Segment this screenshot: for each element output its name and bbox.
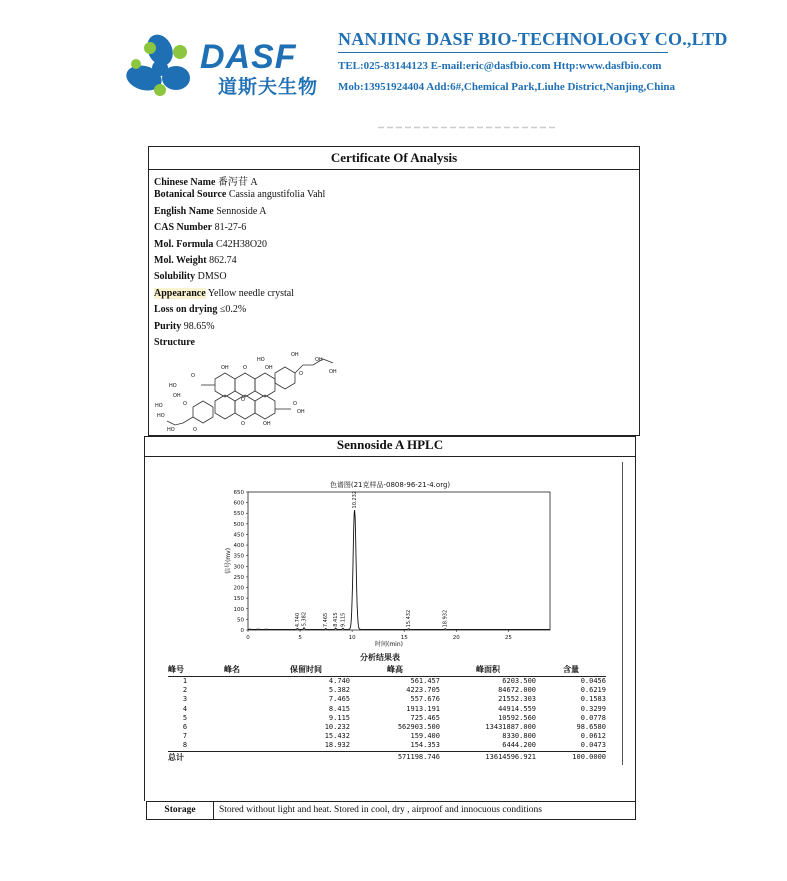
- table-cell: 0.6219: [580, 686, 606, 695]
- col-peak-area: 峰面积: [440, 664, 536, 677]
- svg-text:O: O: [299, 371, 303, 377]
- field-structure: Structure: [154, 337, 195, 348]
- svg-text:OH: OH: [291, 352, 299, 358]
- field-chinese-name: Chinese Name 番泻苷 A: [154, 177, 258, 188]
- table-cell: 159.400: [410, 732, 440, 741]
- table-cell: 10.232: [324, 723, 350, 732]
- table-cell: 9.115: [328, 713, 350, 722]
- svg-text:O: O: [183, 401, 187, 407]
- svg-text:O: O: [241, 421, 245, 427]
- table-cell: 0.3299: [580, 704, 606, 713]
- y-tick-label: 0: [240, 628, 244, 634]
- y-tick-label: 350: [233, 553, 244, 560]
- table-row: [168, 705, 606, 714]
- table-cell: [262, 751, 350, 762]
- table-cell: [202, 695, 262, 704]
- peak-label: 7.465: [323, 612, 330, 628]
- y-tick-label: 450: [233, 532, 244, 539]
- table-cell: 6203.500: [502, 677, 536, 685]
- table-cell: 100.0000: [536, 751, 606, 762]
- results-title: 分析结果表: [360, 653, 400, 662]
- table-cell: 0.0778: [580, 713, 606, 722]
- table-cell: 5: [182, 713, 188, 722]
- svg-text:HO: HO: [157, 413, 165, 419]
- svg-text:O: O: [241, 397, 245, 403]
- y-axis-label: 信号(mv): [225, 547, 232, 575]
- field-mol-formula: Mol. Formula C42H38O20: [154, 239, 268, 250]
- structure-diagram: [153, 351, 353, 433]
- svg-text:O: O: [243, 365, 247, 371]
- contact-line-1: TEL:025-83144123 E-mail:eric@dasfbio.com Http:www.dasfbio.com: [338, 60, 662, 72]
- table-cell: 8: [182, 741, 188, 750]
- table-cell: 4.740: [328, 677, 350, 685]
- field-solubility: Solubility DMSO: [154, 271, 227, 282]
- table-cell: 4: [182, 704, 188, 713]
- peak-results-table: [168, 664, 606, 762]
- table-cell: 98.6580: [576, 723, 606, 732]
- total-label: 总计: [168, 751, 202, 762]
- y-tick-label: 600: [233, 500, 244, 507]
- svg-text:OH: OH: [315, 357, 323, 363]
- x-tick-label: 10: [348, 635, 356, 641]
- peak-label: 5.382: [301, 611, 308, 627]
- table-cell: [202, 723, 262, 732]
- field-botanical-source: Botanical Source Cassia angustifolia Vahl: [154, 189, 326, 200]
- table-cell: [202, 741, 262, 751]
- table-cell: 3: [182, 695, 188, 704]
- svg-text:HO: HO: [167, 427, 175, 433]
- peak-label: 9.115: [340, 612, 347, 627]
- table-cell: [202, 751, 262, 762]
- table-cell: 0.0612: [580, 732, 606, 741]
- table-cell: 13614596.921: [440, 751, 536, 762]
- peak-label: 10.232: [352, 490, 359, 509]
- table-cell: 1: [182, 677, 188, 685]
- table-cell: 44914.559: [498, 704, 536, 713]
- col-peak-height: 峰高: [350, 664, 440, 677]
- table-row: [168, 714, 606, 723]
- x-tick-label: 20: [452, 635, 460, 641]
- company-logo: [122, 28, 202, 100]
- table-cell: 8.415: [328, 704, 350, 713]
- table-cell: 7.465: [328, 695, 350, 704]
- hplc-title-rule: [145, 456, 635, 457]
- svg-text:OH: OH: [173, 393, 181, 399]
- table-cell: 571198.746: [350, 751, 440, 762]
- table-cell: 562903.500: [397, 723, 440, 732]
- table-cell: [202, 732, 262, 741]
- table-cell: 0.1583: [580, 695, 606, 704]
- storage-row: [146, 801, 636, 820]
- col-content: 含量: [536, 664, 606, 677]
- table-cell: 5.382: [328, 686, 350, 695]
- svg-text:OH: OH: [329, 369, 337, 375]
- peak-label: 18.932: [442, 609, 449, 628]
- plot-frame: [248, 492, 550, 630]
- table-cell: [202, 714, 262, 723]
- table-cell: [202, 705, 262, 714]
- col-retention-time: 保留时间: [262, 664, 350, 677]
- y-tick-label: 100: [233, 606, 244, 613]
- y-tick-label: 500: [233, 521, 244, 528]
- peak-label: 15.432: [406, 609, 413, 628]
- chromatogram-trace: [248, 510, 550, 630]
- table-row: [168, 677, 606, 687]
- y-tick-label: 250: [233, 574, 244, 581]
- svg-text:O: O: [293, 401, 297, 407]
- y-tick-label: 200: [233, 585, 244, 592]
- x-tick-label: 0: [246, 635, 250, 641]
- table-row: [168, 686, 606, 695]
- scan-edge-line: [622, 462, 623, 765]
- table-row: [168, 695, 606, 704]
- table-cell: [202, 677, 262, 687]
- table-cell: 15.432: [324, 732, 350, 741]
- hplc-title: Sennoside A HPLC: [336, 437, 444, 452]
- field-english-name: English Name Sennoside A: [154, 206, 267, 217]
- col-peak-no: 峰号: [168, 664, 202, 677]
- x-tick-label: 5: [298, 635, 302, 641]
- svg-text:OH: OH: [297, 409, 305, 415]
- table-total-row: [168, 751, 606, 762]
- faint-mark: [378, 126, 558, 129]
- certificate-box: [148, 146, 640, 436]
- table-cell: 561.457: [410, 677, 440, 685]
- table-cell: 6: [182, 723, 188, 732]
- y-tick-label: 400: [233, 543, 244, 550]
- svg-text:HO: HO: [257, 357, 265, 363]
- field-purity: Purity 98.65%: [154, 321, 215, 332]
- svg-text:O: O: [193, 427, 197, 433]
- y-tick-label: 50: [237, 617, 244, 624]
- table-cell: 7: [182, 732, 188, 741]
- certificate-title: Certificate Of Analysis: [149, 147, 639, 170]
- svg-text:HO: HO: [155, 403, 163, 409]
- y-tick-label: 300: [233, 564, 244, 571]
- y-tick-label: 550: [233, 511, 244, 518]
- table-cell: 0.0456: [580, 677, 606, 685]
- svg-text:OH: OH: [221, 365, 229, 371]
- table-cell: 154.353: [410, 741, 440, 750]
- table-cell: 1913.191: [406, 704, 440, 713]
- svg-text:OH: OH: [265, 365, 273, 371]
- table-cell: [202, 686, 262, 695]
- company-underline: [338, 52, 668, 53]
- table-cell: 13431887.000: [485, 723, 536, 732]
- storage-value: Stored without light and heat. Stored in cool, dry , airproof and innocuous conditions: [219, 805, 542, 815]
- peak-label: 4.740: [294, 612, 301, 628]
- table-row: [168, 723, 606, 732]
- field-cas-number: CAS Number 81-27-6: [154, 222, 247, 233]
- svg-text:O: O: [191, 373, 195, 379]
- table-cell: 4223.705: [406, 686, 440, 695]
- col-peak-name: 峰名: [202, 664, 262, 677]
- chromatogram-chart: [160, 474, 600, 650]
- table-row: [168, 732, 606, 741]
- y-tick-label: 150: [233, 596, 244, 603]
- table-cell: 557.676: [410, 695, 440, 704]
- x-tick-label: 25: [504, 635, 512, 641]
- table-cell: 18.932: [324, 741, 350, 750]
- logo-mark-icon: [122, 28, 202, 100]
- storage-label: Storage: [147, 802, 214, 819]
- peak-label: 8.415: [333, 612, 340, 627]
- table-header-row: [168, 664, 606, 677]
- table-cell: 10592.560: [498, 713, 536, 722]
- table-cell: 84672.000: [498, 686, 536, 695]
- company-name: NANJING DASF BIO-TECHNOLOGY CO.,LTD: [338, 29, 728, 49]
- x-axis-label: 时间(min): [375, 641, 403, 648]
- contact-line-2: Mob:13951924404 Add:6#,Chemical Park,Liuhe District,Nanjing,China: [338, 81, 676, 93]
- table-cell: 21552.303: [498, 695, 536, 704]
- table-cell: 8330.800: [502, 732, 536, 741]
- table-cell: 725.465: [410, 713, 440, 722]
- svg-text:HO: HO: [169, 383, 177, 389]
- field-appearance: Appearance Yellow needle crystal: [154, 288, 294, 299]
- table-cell: 6444.200: [502, 741, 536, 750]
- table-cell: 2: [182, 686, 188, 695]
- table-cell: 0.0473: [580, 741, 606, 750]
- table-row: [168, 741, 606, 751]
- field-mol-weight: Mol. Weight 862.74: [154, 255, 237, 266]
- logo-chinese-text: 道斯夫生物: [218, 77, 319, 98]
- y-tick-label: 650: [233, 490, 244, 496]
- field-loss-on-drying: Loss on drying ≤0.2%: [154, 304, 247, 315]
- logo-text: DASF: [200, 38, 297, 76]
- chart-title: 色谱图(21克样品-0808-96-21-4.org): [329, 481, 451, 489]
- svg-text:OH: OH: [263, 421, 271, 427]
- x-tick-label: 15: [400, 635, 408, 641]
